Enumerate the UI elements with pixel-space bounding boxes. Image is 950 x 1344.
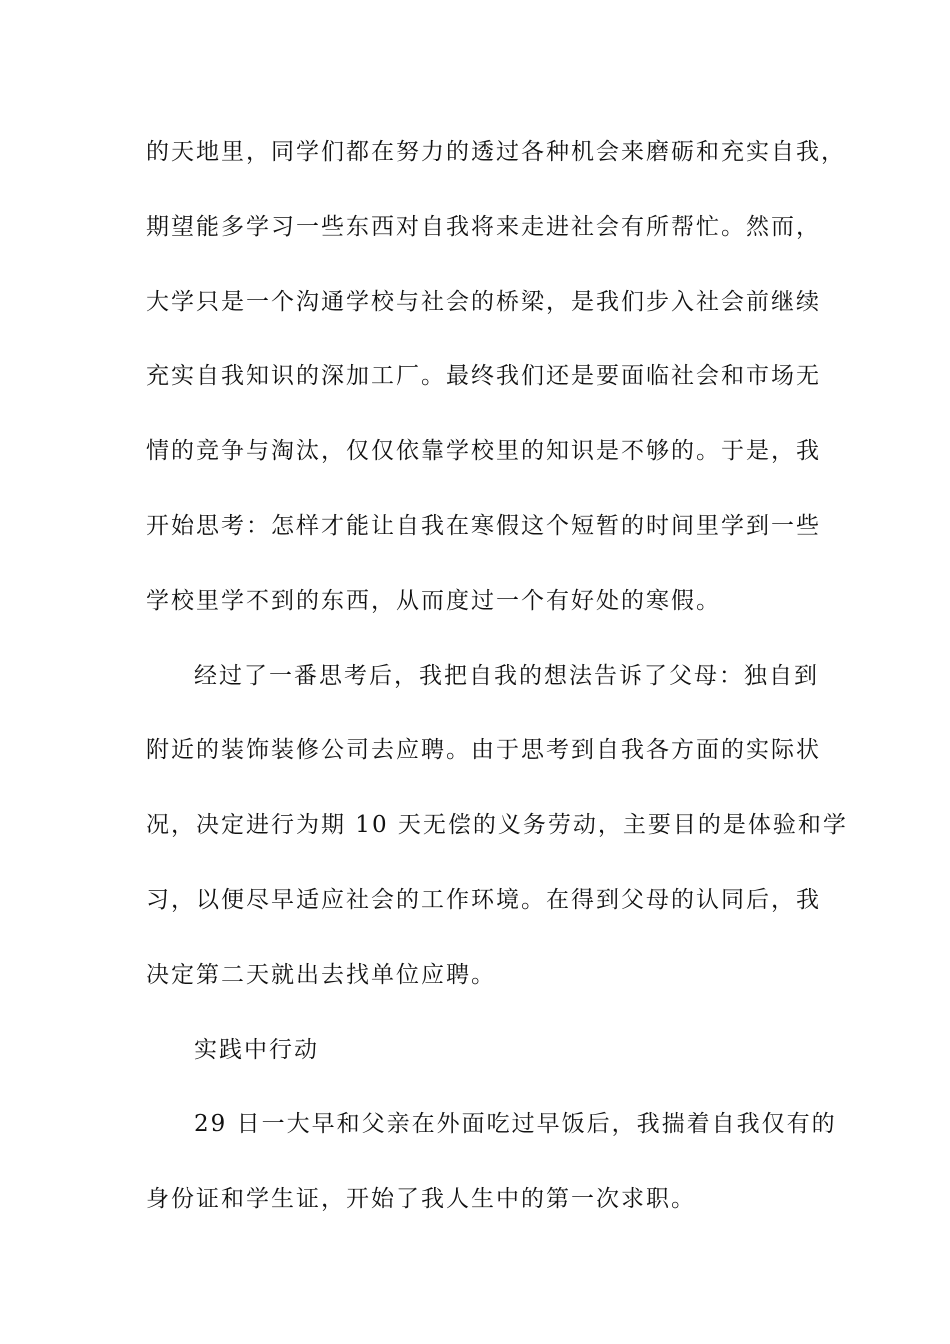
text-line: 充实自我知识的深加工厂。最终我们还是要面临社会和市场无 — [146, 363, 821, 390]
section-heading: 实践中行动 — [194, 1036, 319, 1063]
text-line: 大学只是一个沟通学校与社会的桥梁，是我们步入社会前继续 — [146, 288, 821, 315]
text-line: 的天地里，同学们都在努力的透过各种机会来磨砺和充实自我， — [146, 139, 846, 165]
text-line: 学校里学不到的东西，从而度过一个有好处的寒假。 — [146, 587, 721, 614]
text-line: 开始思考：怎样才能让自我在寒假这个短暂的时间里学到一些 — [146, 512, 821, 539]
text-line: 情的竞争与淘汰，仅仅依靠学校里的知识是不够的。于是，我 — [146, 438, 821, 465]
text-line: 身份证和学生证，开始了我人生中的第一次求职。 — [146, 1186, 696, 1213]
text-line: 况，决定进行为期 10 天无偿的义务劳动，主要目的是体验和学 — [146, 812, 848, 839]
text-line: 决定第二天就出去找单位应聘。 — [146, 961, 496, 988]
paragraph-start-line: 29 日一大早和父亲在外面吃过早饭后，我揣着自我仅有的 — [194, 1111, 837, 1138]
paragraph-start-line: 经过了一番思考后，我把自我的想法告诉了父母：独自到 — [194, 662, 819, 689]
text-line: 习，以便尽早适应社会的工作环境。在得到父母的认同后，我 — [146, 886, 821, 913]
text-line: 期望能多学习一些东西对自我将来走进社会有所帮忙。然而， — [146, 213, 821, 240]
document-body — [146, 130, 848, 1252]
text-line: 附近的装饰装修公司去应聘。由于思考到自我各方面的实际状 — [146, 737, 821, 764]
